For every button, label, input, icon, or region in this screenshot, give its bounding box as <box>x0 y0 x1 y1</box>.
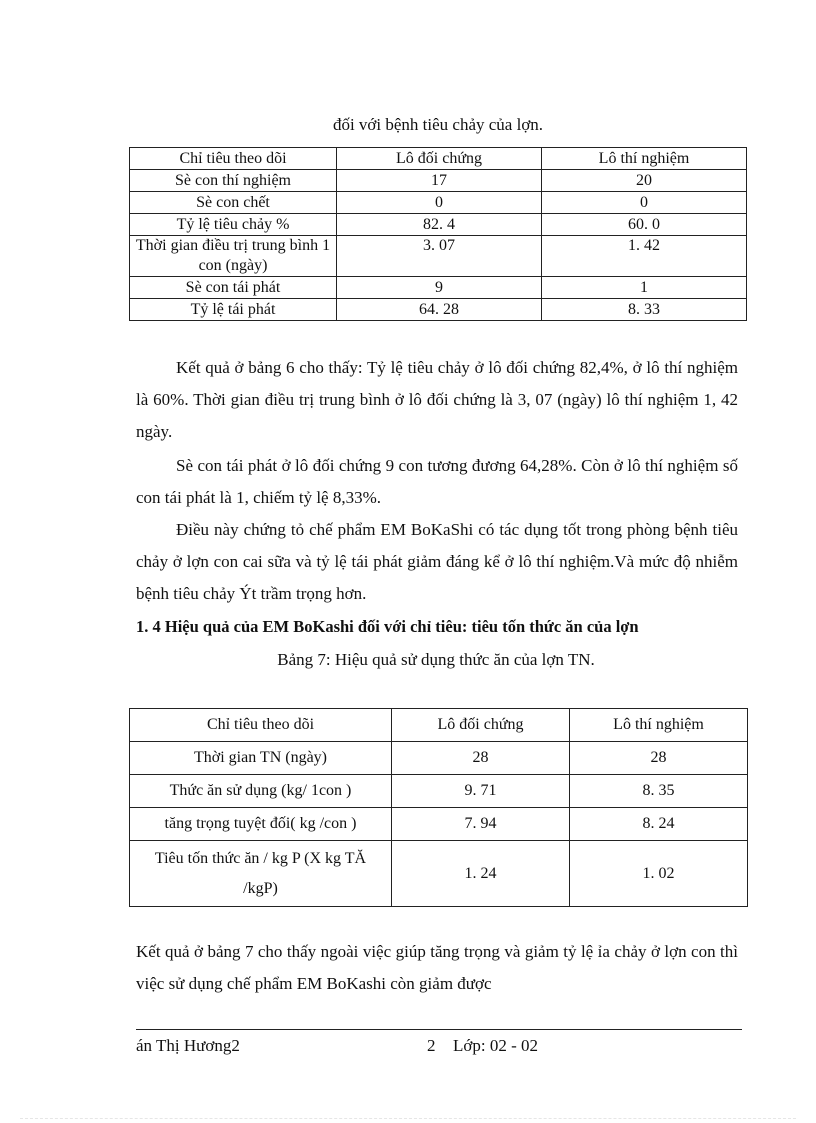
table-cell: 20 <box>542 170 747 192</box>
table-cell: tăng trọng tuyệt đối( kg /con ) <box>130 808 392 841</box>
table-cell: Sè con chết <box>130 192 337 214</box>
table-cell: 64. 28 <box>337 299 542 321</box>
paragraph-text: Kết quả ở bảng 6 cho thấy: Tỷ lệ tiêu chảy ở lô đối chứng 82,4%, ở lô thí nghiệm là 60%. Thời gian điều trị trung bình ở lô đối chứng là 3, 07 (ngày) lô thí nghiệm 1, 42 ngày. <box>136 358 738 441</box>
table-cell: 1. 42 <box>542 236 747 277</box>
table-cell: 0 <box>542 192 747 214</box>
diarrhea-results-table <box>129 147 747 321</box>
table1-caption: đối với bệnh tiêu chảy của lợn. <box>332 115 544 134</box>
table-row <box>130 775 748 808</box>
table-row <box>130 192 747 214</box>
page-edge-divider <box>20 1118 796 1119</box>
table-cell: 7. 94 <box>392 808 570 841</box>
table-row <box>130 299 747 321</box>
header-cell: Lô đối chứng <box>392 709 570 742</box>
table-cell: Tỷ lệ tái phát <box>130 299 337 321</box>
table-cell: 28 <box>392 742 570 775</box>
header-cell: Lô thí nghiệm <box>570 709 748 742</box>
table-cell: Tỷ lệ tiêu chảy % <box>130 214 337 236</box>
table-cell: 9. 71 <box>392 775 570 808</box>
table-cell: Thời gian điều trị trung bình 1 con (ngày) <box>130 236 337 277</box>
paragraph-conclusion <box>136 514 738 610</box>
header-cell: Chỉ tiêu theo dõi <box>130 709 392 742</box>
table-cell: 28 <box>570 742 748 775</box>
paragraph-text: Điều này chứng tỏ chế phẩm EM BoKaShi có tác dụng tốt trong phòng bệnh tiêu chảy ở lợn con cai sữa và tỷ lệ tái phát giảm đáng kể ở lô thí nghiệm.Và mức độ nhiễm bệnh tiêu chảy Ýt trầm trọng hơn. <box>136 520 738 603</box>
paragraph-results <box>136 352 738 448</box>
table-cell: 9 <box>337 277 542 299</box>
table-row <box>130 277 747 299</box>
section-heading: 1. 4 Hiệu quả của EM BoKashi đối với chỉ tiêu: tiêu tốn thức ăn của lợn <box>136 617 639 636</box>
table-cell: 60. 0 <box>542 214 747 236</box>
table-row <box>130 236 747 277</box>
table-cell: 8. 33 <box>542 299 747 321</box>
header-cell: Lô đối chứng <box>337 148 542 170</box>
table-cell: 8. 35 <box>570 775 748 808</box>
table2-caption: Bảng 7: Hiệu quả sử dụng thức ăn của lợn TN. <box>277 650 595 669</box>
header-cell: Chỉ tiêu theo dõi <box>130 148 337 170</box>
table-cell: 3. 07 <box>337 236 542 277</box>
table-cell: 82. 4 <box>337 214 542 236</box>
table-cell: Sè con tái phát <box>130 277 337 299</box>
paragraph-relapse <box>136 450 738 514</box>
table-header-row <box>130 148 747 170</box>
table-cell: 1. 02 <box>570 841 748 907</box>
table-row <box>130 170 747 192</box>
table-row <box>130 214 747 236</box>
header-cell: Lô thí nghiệm <box>542 148 747 170</box>
table-cell: Thời gian TN (ngày) <box>130 742 392 775</box>
table-row <box>130 742 748 775</box>
table-cell: Sè con thí nghiệm <box>130 170 337 192</box>
footer-class: Lớp: 02 - 02 <box>453 1036 539 1055</box>
table-row <box>130 841 748 907</box>
table-cell: Tiêu tốn thức ăn / kg P (X kg TĂ /kgP) <box>130 841 392 907</box>
table-header-row <box>130 709 748 742</box>
feed-efficiency-table <box>129 708 748 907</box>
table-cell: 1. 24 <box>392 841 570 907</box>
table-cell: 1 <box>542 277 747 299</box>
table-cell: 0 <box>337 192 542 214</box>
table-cell: 8. 24 <box>570 808 748 841</box>
footer-page-number: 2 <box>427 1036 436 1055</box>
footer-divider <box>136 1029 742 1030</box>
footer-author: án Thị Hương2 <box>136 1036 240 1055</box>
table-cell: Thức ăn sử dụng (kg/ 1con ) <box>130 775 392 808</box>
table-row <box>130 808 748 841</box>
table-cell: 17 <box>337 170 542 192</box>
paragraph-closing: Kết quả ở bảng 7 cho thấy ngoài việc giúp tăng trọng và giảm tỷ lệ ỉa chảy ở lợn con thì việc sử dụng chế phẩm EM BoKashi còn giảm được <box>136 942 738 993</box>
paragraph-text: Sè con tái phát ở lô đối chứng 9 con tương đương 64,28%. Còn ở lô thí nghiệm số con tái phát là 1, chiếm tỷ lệ 8,33%. <box>136 456 738 507</box>
